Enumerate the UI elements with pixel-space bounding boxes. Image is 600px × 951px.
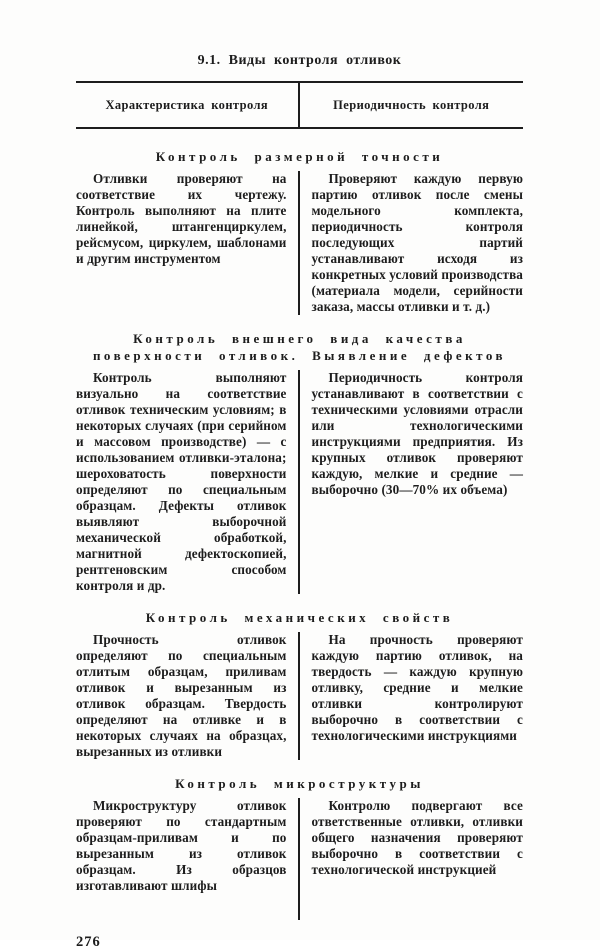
cell-periodicity: На прочность проверяют каждую партию отливок, на твердость — каждую крупную отливку, средние и мелкие отливки контролируют выборочно в соответствии с технологическими инструкциями	[311, 632, 523, 743]
page-number: 276	[76, 934, 101, 950]
section-surface-quality-defects	[76, 330, 523, 594]
cell-periodicity: Периодичность контроля устанавливают в соответствии с техническими условиями отрасли или технологическими инструкциями предприятия. Из крупных отливок проверяют каждую, мелкие и средние — выборочно (30—70% их объема)	[311, 370, 523, 497]
cell-periodicity: Контролю подвергают все ответственные отливки, отливки общего назначения проверяют выборочно в соответствии с технологической инструкцией	[311, 798, 523, 877]
section-row	[76, 370, 523, 594]
cell-periodicity: Проверяют каждую первую партию отливок после смены модельного комплекта, периодичность контроля последующих партий устанавливают исходя из конкретных условий производства (материала модели, серийности заказа, массы отливки и т. д.)	[311, 171, 523, 314]
section-row	[76, 171, 523, 315]
section-heading-dimensional-accuracy: Контроль размерной точности	[155, 149, 444, 164]
section-heading-surface-quality-defects: Контроль внешнего вида качества поверхности отливок. Выявление дефектов	[92, 331, 507, 363]
cell-characteristic: Контроль выполняют визуально на соответствие отливок техническим условиям; в некоторых случаях (при серийном и массовом производстве) — с использованием отливки-эталона; шероховатость поверхности определяют по специальным образцам. Дефекты отливок выявляют выборочной механической обработкой, магнитной дефектоскопией, рентгеновским способом контроля и др.	[76, 370, 300, 594]
section-heading-microstructure: Контроль микроструктуры	[175, 776, 424, 791]
section-mechanical-properties	[76, 609, 523, 760]
page-title: 9.1. Виды контроля отливок	[197, 53, 402, 68]
section-heading-mechanical-properties: Контроль механических свойств	[145, 610, 454, 625]
column-header-periodicity: Периодичность контроля	[333, 98, 490, 112]
cell-characteristic: Прочность отливок определяют по специальным отлитым образцам, приливам отливок и вырезанным из отливок образцам. Твердость определяют на отливке и в некоторых случаях на образцах, вырезанных из отливки	[76, 632, 300, 760]
cell-characteristic: Отливки проверяют на соответствие их чертежу. Контроль выполняют на плите линейкой, штангенциркулем, рейсмусом, циркулем, шаблонами и другим инструментом	[76, 171, 300, 315]
section-row	[76, 632, 523, 760]
section-row	[76, 798, 523, 920]
cell-characteristic: Микроструктуру отливок проверяют по стандартным образцам-приливам и по вырезанным из отливок образцам. Из образцов изготавливают шлифы	[76, 798, 300, 920]
column-header-characteristic: Характеристика контроля	[76, 83, 300, 127]
section-dimensional-accuracy	[76, 148, 523, 315]
table-header-row	[76, 81, 523, 129]
section-microstructure	[76, 775, 523, 920]
